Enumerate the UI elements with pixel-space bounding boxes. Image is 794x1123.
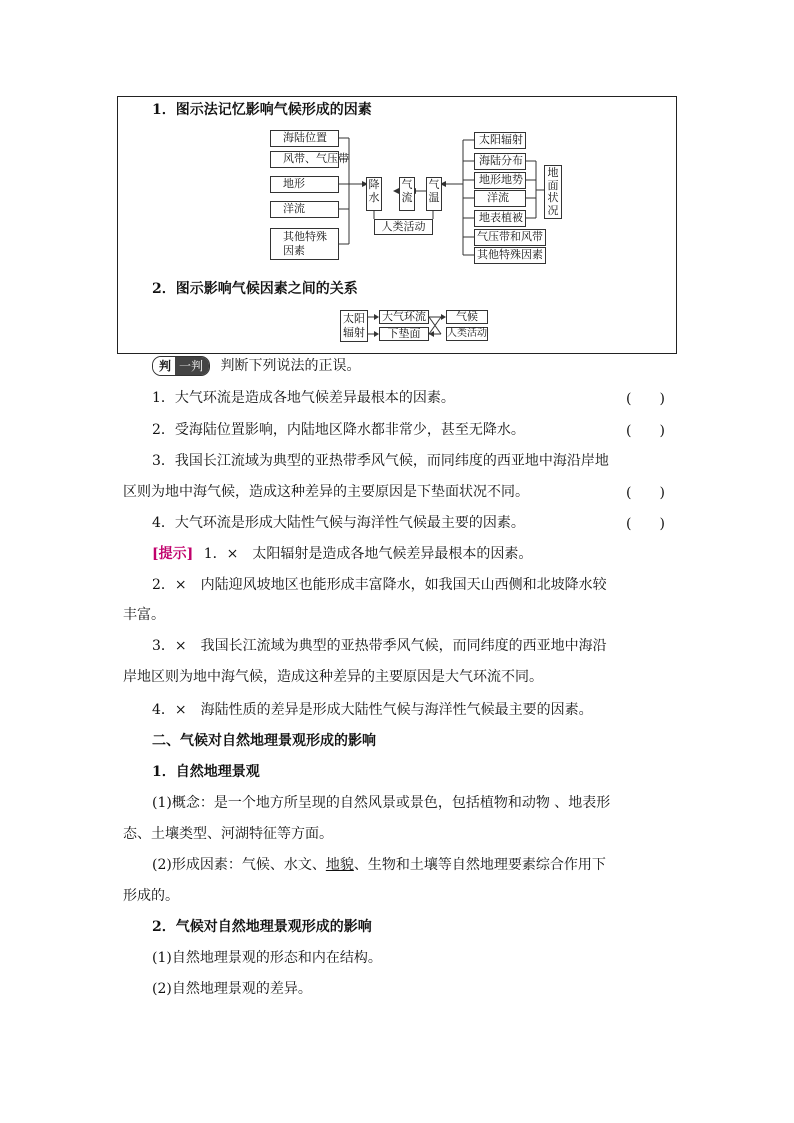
d2-climate: 气候 xyxy=(446,310,488,324)
section2-sub2: 2．气候对自然地理景观形成的影响 xyxy=(152,919,372,935)
judge-item-3-line1: 3．我国长江流域为典型的亚热带季风气候，而同纬度的西亚地中海沿岸地 xyxy=(152,453,609,469)
hint-line-1 xyxy=(152,544,532,564)
right-terrain: 地形地势 xyxy=(474,172,526,189)
diagram2-heading: 2．图示影响气候因素之间的关系 xyxy=(152,281,358,297)
hint-line-3b: 岸地区则为地中海气候，造成这种差异的主要原因是大气环流不同。 xyxy=(123,669,543,685)
factor-wind-pressure-belt: 风带、气压带 xyxy=(270,151,339,168)
surface-char1: 地 xyxy=(547,166,559,179)
d2-solar-line1: 太阳 xyxy=(343,312,365,325)
center-airflow-char2: 流 xyxy=(401,191,413,204)
hint-line-4: 4．× 海陆性质的差异是形成大陆性气候与海洋性气候最主要的因素。 xyxy=(152,702,593,718)
factor-sea-land-position: 海陆位置 xyxy=(270,130,339,147)
judge-paren-4: ( ) xyxy=(626,516,665,532)
judge-item-3-line2: 区则为地中海气候，造成这种差异的主要原因是下垫面状况不同。 xyxy=(123,484,529,500)
surface-char2: 面 xyxy=(547,178,559,192)
judge-paren-1: ( ) xyxy=(626,391,665,407)
judge-instruction: 判断下列说法的正误。 xyxy=(220,358,361,374)
judge-item-1: 1．大气环流是造成各地气候差异最根本的因素。 xyxy=(152,390,455,406)
factor-ocean-current: 洋流 xyxy=(270,201,339,218)
section2-title: 二、气候对自然地理景观形成的影响 xyxy=(152,733,376,749)
right-pressure-wind-belt: 气压带和风带 xyxy=(474,229,546,246)
surface-char4: 况 xyxy=(547,203,559,217)
right-other-special: 其他特殊因素 xyxy=(474,247,546,264)
section2-p2-pre: (2)形成因素：气候、水文、 xyxy=(152,857,326,873)
section2-item2: (2)自然地理景观的差异。 xyxy=(152,981,312,997)
center-precipitation-char1: 降 xyxy=(368,178,380,191)
right-solar-radiation: 太阳辐射 xyxy=(474,132,526,149)
d2-solar-line2: 辐射 xyxy=(343,326,365,339)
d2-underlying-surface: 下垫面 xyxy=(379,327,429,341)
judge-header xyxy=(152,356,360,376)
d2-solar-radiation xyxy=(340,310,368,342)
right-sea-land-distribution: 海陆分布 xyxy=(474,153,526,170)
hint-line-2: 2．× 内陆迎风坡地区也能形成丰富降水，如我国天山西侧和北坡降水较 xyxy=(152,577,607,593)
section2-p2-line2: 形成的。 xyxy=(123,888,179,904)
right-ocean-current: 洋流 xyxy=(474,190,526,207)
judge-badge-a: 判 xyxy=(153,357,175,375)
judge-item-2: 2．受海陆位置影响，内陆地区降水都非常少，甚至无降水。 xyxy=(152,422,525,438)
section2-p2-post: 、生物和土壤等自然地理要素综合作用下 xyxy=(353,857,606,873)
center-temperature-char1: 气 xyxy=(428,178,440,191)
hint-line-3: 3．× 我国长江流域为典型的亚热带季风气候，而同纬度的西亚地中海沿 xyxy=(152,638,607,654)
center-temperature-char2: 温 xyxy=(428,191,440,204)
factor-terrain: 地形 xyxy=(270,176,339,193)
hint-1-text: 1．× 太阳辐射是造成各地气候差异最根本的因素。 xyxy=(203,546,533,562)
judge-badge-b: 一判 xyxy=(175,357,209,375)
d2-human-activity: 人类活动 xyxy=(447,328,487,339)
surface-char3: 状 xyxy=(547,191,559,204)
diagram2-connectors xyxy=(0,0,794,360)
judge-item-4: 4．大气环流是形成大陆性气候与海洋性气候最主要的因素。 xyxy=(152,515,525,531)
section2-p1-line2: 态、土壤类型、河湖特征等方面。 xyxy=(123,826,333,842)
judge-paren-3: ( ) xyxy=(626,485,665,501)
diagram1-heading: 1．图示法记忆影响气候形成的因素 xyxy=(152,102,372,118)
d2-atmospheric-circulation: 大气环流 xyxy=(379,310,429,324)
hint-line-2b: 丰富。 xyxy=(123,607,165,623)
center-precipitation-char2: 水 xyxy=(368,191,380,204)
section2-p1-line1: (1)概念：是一个地方所呈现的自然风景或景色，包括植物和动物 、地表形 xyxy=(152,795,611,811)
section2-p2-underlined: 地貌 xyxy=(325,857,354,873)
right-surface-vegetation: 地表植被 xyxy=(474,210,526,227)
section2-item1: (1)自然地理景观的形态和内在结构。 xyxy=(152,950,382,966)
section2-sub1: 1．自然地理景观 xyxy=(152,764,260,780)
factor-other-line2: 因素 xyxy=(283,244,305,257)
judge-badge xyxy=(152,356,210,376)
hint-label: [提示] xyxy=(152,546,194,562)
center-airflow-char1: 气 xyxy=(401,178,413,191)
center-human-activity: 人类活动 xyxy=(374,219,433,235)
factor-other-line1: 其他特殊 xyxy=(283,230,327,243)
judge-paren-2: ( ) xyxy=(626,423,665,439)
section2-p2-line1 xyxy=(152,855,606,875)
